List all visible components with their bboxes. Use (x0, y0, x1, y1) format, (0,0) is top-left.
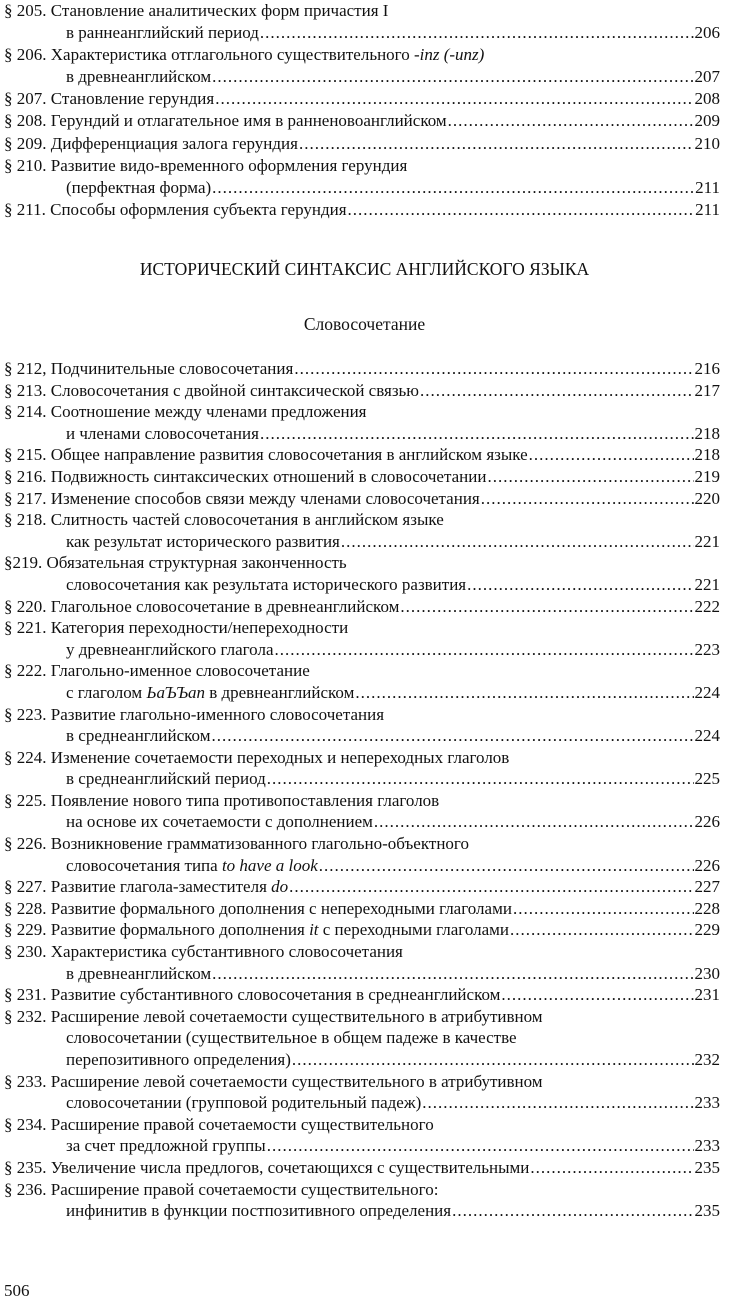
title-text: в раннеанглийский период (66, 23, 259, 43)
section-heading: ИСТОРИЧЕСКИЙ СИНТАКСИС АНГЛИЙСКОГО ЯЗЫКА (139, 259, 590, 279)
title-text: как результат исторического развития (66, 531, 340, 551)
toc-entry[interactable] (4, 488, 720, 510)
title-text: Расширение левой сочетаемости существительного в атрибутивном (50, 1071, 543, 1091)
toc-entry-number: § 230. (4, 942, 51, 962)
toc-entry-number: § 233. (4, 1071, 51, 1091)
toc-line (4, 110, 720, 132)
toc-entry-number: § 217. (4, 488, 51, 508)
toc-entry-number: § 222. (4, 661, 51, 681)
toc-entry-number: § 207. (4, 89, 51, 109)
dot-leader (211, 725, 693, 747)
toc-line (4, 444, 720, 466)
title-text: Герундий и отлагательное имя в ранненовоанглийском (50, 111, 447, 131)
toc-entry-number: § 232. (4, 1006, 51, 1026)
toc-line (4, 747, 720, 769)
italic-term: it (309, 920, 319, 940)
dot-leader (530, 1157, 693, 1179)
toc-page-number: 218 (694, 445, 720, 465)
toc-entry-title (4, 88, 214, 110)
toc-entry-title (66, 963, 211, 985)
toc-entry[interactable] (4, 1179, 720, 1222)
toc-page-number: 211 (695, 199, 720, 219)
toc-line (4, 1135, 720, 1157)
title-text: на основе их сочетаемости с дополнением (66, 812, 373, 832)
toc-entry[interactable] (4, 358, 720, 380)
title-text: (перфектная форма) (66, 177, 212, 197)
dot-leader (260, 22, 694, 44)
toc-entry[interactable] (4, 919, 720, 941)
toc-entry[interactable] (4, 833, 720, 876)
dot-leader (355, 682, 693, 704)
title-text: Появление нового типа противопоставления глаголов (50, 790, 440, 810)
toc-entry-number: § 214. (4, 402, 51, 422)
toc-entry[interactable] (4, 660, 720, 703)
title-text: и членами словосочетания (66, 423, 259, 443)
title-text: Подвижность синтаксических отношений в словосочетании (50, 466, 487, 486)
title-text: Расширение левой сочетаемости существительного в атрибутивном (50, 1006, 543, 1026)
toc-entry-number: § 205. (4, 1, 51, 20)
dot-leader (215, 88, 693, 110)
title-text: Расширение правой сочетаемости существительного (50, 1114, 434, 1134)
toc-entry-title (66, 1200, 451, 1222)
toc-entry-title (4, 919, 509, 941)
title-text: Соотношение между членами предложения (50, 402, 367, 422)
toc-entry[interactable] (4, 444, 720, 466)
title-text: Становление герундия (50, 89, 215, 109)
toc-entry-title (4, 1179, 438, 1201)
toc-page-number: 224 (694, 682, 720, 702)
toc-entry-title (4, 44, 484, 66)
toc-entry-number: § 211. (4, 199, 51, 219)
title-text: Слитность частей словосочетания в английском языке (50, 510, 444, 530)
toc-line (4, 66, 720, 88)
toc-entry-title (4, 358, 293, 380)
toc-entry-number: § 218. (4, 510, 51, 530)
toc-page-number: 230 (694, 963, 720, 983)
toc-page-number: 209 (694, 111, 720, 131)
toc-entry[interactable] (4, 941, 720, 984)
toc-page-number: 206 (694, 23, 720, 43)
toc-line (4, 466, 720, 488)
toc-entry[interactable] (4, 552, 720, 595)
toc-page-number: 228 (694, 898, 720, 918)
dot-leader (319, 855, 694, 877)
toc-entry[interactable] (4, 876, 720, 898)
dot-leader (292, 1049, 694, 1071)
toc-entry-title (4, 155, 407, 177)
toc-entry-number: § 213. (4, 380, 51, 400)
toc-page-number: 211 (695, 177, 720, 197)
title-text: Дифференциация залога герундия (50, 133, 298, 153)
toc-entry[interactable] (4, 509, 720, 552)
toc-entry-title (4, 833, 469, 855)
toc-line (4, 509, 720, 531)
title-text: Развитие видо-временного оформления герундия (50, 155, 408, 175)
toc-entry[interactable] (4, 380, 720, 402)
toc-entry-title (66, 639, 274, 661)
toc-line (4, 401, 720, 423)
toc-entry-number: § 235. (4, 1157, 51, 1177)
dot-leader (467, 574, 693, 596)
toc-entry-title (4, 1071, 543, 1093)
toc-line (4, 1092, 720, 1114)
toc-entry-title (4, 509, 444, 531)
toc-entry-title (66, 1049, 291, 1071)
toc-entry-title (66, 855, 318, 877)
toc-line (4, 833, 720, 855)
italic-term: ЬаЪЪап (146, 682, 205, 702)
title-text: Способы оформления субъекта герундия (50, 199, 347, 219)
toc-line (4, 1027, 720, 1049)
toc-entry-title (66, 1135, 266, 1157)
title-text: у древнеанглийского глагола (66, 639, 274, 659)
toc-entry[interactable] (4, 1071, 720, 1114)
toc-line (4, 1006, 720, 1028)
toc-page-number: 207 (694, 67, 720, 87)
toc-line (4, 22, 720, 44)
toc-page-number: 232 (694, 1050, 720, 1069)
toc-entry[interactable] (4, 466, 720, 488)
toc-entry-number: § 208. (4, 111, 51, 131)
title-text: Характеристика субстантивного словосочетания (50, 942, 403, 962)
toc-page-number: 210 (694, 133, 720, 153)
dot-leader (400, 596, 693, 618)
toc-page-number: 219 (694, 466, 720, 486)
toc-entry-number: § 215. (4, 445, 51, 465)
italic-term: to have a look (221, 855, 318, 875)
toc-page-number: 226 (694, 855, 720, 875)
toc-part-2 (4, 358, 720, 1222)
toc-entry[interactable] (4, 0, 720, 44)
toc-entry-number: § 228. (4, 898, 51, 918)
toc-entry[interactable] (4, 898, 720, 920)
title-text: Становление аналитических форм причастия I (50, 1, 389, 20)
title-text: Общее направление развития словосочетания в английском языке (50, 445, 528, 465)
toc-line (4, 596, 720, 618)
title-text: словосочетания как результата исторического развития (66, 574, 467, 594)
toc-entry-number: § 206. (4, 45, 51, 65)
toc-page-number: 208 (694, 89, 720, 109)
toc-line (4, 855, 720, 877)
dot-leader (341, 531, 694, 553)
toc-entry-title (4, 1114, 434, 1136)
toc-page-number: 233 (694, 1093, 720, 1113)
title-text: словосочетании (существительное в общем падеже в качестве (66, 1028, 517, 1048)
toc-entry-title (66, 682, 354, 704)
toc-page-number: 227 (694, 877, 720, 897)
title-text: словосочетания типа (66, 855, 222, 875)
title-text: с глаголом (66, 682, 147, 702)
toc-line (4, 704, 720, 726)
toc-entry-title (4, 898, 512, 920)
italic-term: -inz (-unz) (413, 45, 485, 65)
toc-entry[interactable] (4, 401, 720, 444)
toc-entry-title (4, 876, 288, 898)
toc-entry-title (4, 747, 509, 769)
toc-entry-number: § 234. (4, 1114, 51, 1134)
toc-entry-number: § 227. (4, 877, 51, 897)
toc-entry-title (4, 704, 384, 726)
dot-leader (481, 488, 694, 510)
toc-line (4, 1071, 720, 1093)
toc-entry-title (4, 617, 348, 639)
toc-line (4, 898, 720, 920)
title-text: в древнеанглийском (204, 682, 355, 702)
toc-entry[interactable] (4, 704, 720, 747)
page-number: 506 (4, 1281, 30, 1300)
dot-leader (501, 984, 693, 1006)
dot-leader (275, 639, 694, 661)
title-text: Глагольно-именное словосочетание (50, 661, 310, 681)
dot-leader (299, 133, 694, 155)
italic-term: do (271, 877, 289, 897)
dot-leader (260, 423, 694, 445)
toc-entry-number: § 225. (4, 790, 51, 810)
toc-line (4, 199, 720, 221)
toc-line (4, 88, 720, 110)
toc-line (4, 919, 720, 941)
toc-entry-number: § 226. (4, 834, 51, 854)
dot-leader (374, 811, 694, 833)
toc-part-1 (4, 0, 720, 221)
toc-entry-title (66, 531, 340, 553)
toc-line (4, 1049, 720, 1071)
toc-entry-title (66, 1027, 517, 1049)
title-text: Обязательная структурная законченность (46, 553, 347, 573)
title-text: в древнеанглийском (66, 67, 212, 87)
toc-line (4, 531, 720, 553)
dot-leader (294, 358, 693, 380)
toc-page-number: 220 (694, 488, 720, 508)
toc-entry-number: § 236. (4, 1179, 51, 1199)
toc-entry[interactable] (4, 88, 720, 110)
toc-page-number: 221 (694, 574, 720, 594)
toc-line (4, 177, 720, 199)
toc-entry-title (4, 941, 403, 963)
toc-line (4, 1179, 720, 1201)
toc-entry[interactable] (4, 790, 720, 833)
toc-entry-title (4, 466, 486, 488)
toc-entry-title (66, 811, 373, 833)
dot-leader (487, 466, 693, 488)
toc-entry-title (66, 423, 259, 445)
title-text: Возникновение грамматизованного глагольно-объектного (50, 834, 469, 854)
title-text: Подчинительные словосочетания (50, 359, 294, 378)
toc-line (4, 617, 720, 639)
toc-entry-title (4, 552, 347, 574)
title-text: Расширение правой сочетаемости существительного: (50, 1179, 439, 1199)
dot-leader (422, 1092, 693, 1114)
toc-line (4, 380, 720, 402)
dot-leader (348, 199, 695, 221)
toc-entry-number: § 209. (4, 133, 51, 153)
toc-line (4, 1200, 720, 1222)
toc-entry-number: § 231. (4, 985, 51, 1005)
title-text: Развитие глагола-заместителя (50, 877, 272, 897)
toc-line (4, 682, 720, 704)
toc-line (4, 423, 720, 445)
toc-entry-number: § 221. (4, 618, 51, 638)
toc-entry-title (4, 488, 480, 510)
toc-line (4, 1157, 720, 1179)
toc-entry[interactable] (4, 155, 720, 199)
toc-page-number: 226 (694, 812, 720, 832)
toc-entry[interactable] (4, 133, 720, 155)
toc-entry-title (4, 1006, 543, 1028)
toc-line (4, 488, 720, 510)
toc-entry-title (4, 790, 439, 812)
dot-leader (212, 963, 693, 985)
toc-entry-number: §219. (4, 553, 47, 573)
title-text: Развитие субстантивного словосочетания в среднеанглийском (50, 985, 501, 1005)
toc-entry-title (4, 660, 310, 682)
toc-entry-title (4, 0, 388, 22)
toc-page-number: 225 (694, 769, 720, 789)
title-text: инфинитив в функции постпозитивного определения (66, 1201, 452, 1221)
dot-leader (529, 444, 694, 466)
dot-leader (452, 1200, 693, 1222)
title-text: в среднеанглийском (66, 726, 211, 746)
toc-entry[interactable] (4, 747, 720, 790)
toc-entry-title (4, 1157, 529, 1179)
toc-entry-title (66, 1092, 421, 1114)
toc-entry-number: § 220. (4, 596, 51, 616)
toc-line (4, 811, 720, 833)
toc-line (4, 963, 720, 985)
toc-line (4, 44, 720, 66)
toc-line (4, 768, 720, 790)
toc-entry-title (4, 401, 367, 423)
dot-leader (420, 380, 694, 402)
toc-page-number: 218 (694, 423, 720, 443)
toc-entry[interactable] (4, 199, 720, 221)
toc-line (4, 552, 720, 574)
toc-entry-title (4, 199, 347, 221)
toc-line (4, 984, 720, 1006)
toc-page-number: 235 (694, 1157, 720, 1177)
toc-entry-title (66, 768, 266, 790)
dot-leader (513, 898, 694, 920)
title-text: в древнеанглийском (66, 963, 212, 983)
title-text: Развитие формального дополнения с непереходными глаголами (50, 898, 512, 918)
toc-page-number: 224 (694, 726, 720, 746)
toc-entry-title (66, 725, 210, 747)
toc-entry-title (66, 177, 211, 199)
toc-entry-title (4, 596, 399, 618)
toc-entry-number: § 223. (4, 704, 51, 724)
toc-entry[interactable] (4, 110, 720, 132)
subsection-heading: Словосочетание (303, 314, 426, 334)
toc-line (4, 358, 720, 380)
dot-leader (212, 177, 694, 199)
title-text: в среднеанглийский период (66, 769, 266, 789)
toc-entry-title (4, 110, 447, 132)
toc-entry[interactable] (4, 1114, 720, 1157)
toc-page-number: 229 (694, 920, 720, 940)
title-text: Развитие формального дополнения (50, 920, 310, 940)
toc-line (4, 133, 720, 155)
toc-line (4, 876, 720, 898)
title-text: с переходными глаголами (318, 920, 510, 940)
toc-page-number: 223 (694, 639, 720, 659)
toc-line (4, 660, 720, 682)
toc-line (4, 639, 720, 661)
toc-entry-title (4, 444, 528, 466)
toc-entry-number: § 229. (4, 920, 51, 940)
toc-line (4, 1114, 720, 1136)
title-text: Изменение способов связи между членами словосочетания (50, 488, 480, 508)
toc-line (4, 725, 720, 747)
toc-entry-number: § 212, (4, 359, 51, 378)
dot-leader (267, 768, 694, 790)
title-text: Глагольное словосочетание в древнеанглийском (50, 596, 400, 616)
toc-line (4, 574, 720, 596)
toc-entry-number: § 224. (4, 747, 51, 767)
toc-page-number: 231 (694, 985, 720, 1005)
toc-entry-title (66, 22, 259, 44)
toc-line (4, 790, 720, 812)
toc-entry-title (4, 133, 298, 155)
dot-leader (289, 876, 693, 898)
toc-page-number: 233 (694, 1136, 720, 1156)
title-text: Категория переходности/непереходности (50, 618, 349, 638)
title-text: словосочетании (групповой родительный падеж) (66, 1093, 422, 1113)
title-text: за счет предложной группы (66, 1136, 266, 1156)
toc-line (4, 941, 720, 963)
title-text: перепозитивного определения) (66, 1050, 291, 1069)
title-text: Изменение сочетаемости переходных и непереходных глаголов (50, 747, 510, 767)
title-text: Увеличение числа предлогов, сочетающихся с существительными (50, 1157, 530, 1177)
toc-entry[interactable] (4, 1157, 720, 1179)
title-text: Характеристика отглагольного существительного (50, 45, 414, 65)
title-text: Развитие глагольно-именного словосочетания (50, 704, 385, 724)
toc-entry-title (66, 574, 466, 596)
toc-page-number: 217 (694, 380, 720, 400)
toc-entry-title (4, 984, 500, 1006)
title-text: Словосочетания с двойной синтаксической связью (50, 380, 419, 400)
toc-page-number: 216 (694, 359, 720, 378)
toc-entry-number: § 210. (4, 155, 51, 175)
toc-page-number: 222 (694, 596, 720, 616)
toc-entry[interactable] (4, 617, 720, 660)
toc-entry[interactable] (4, 44, 720, 88)
toc-entry[interactable] (4, 596, 720, 618)
toc-entry[interactable] (4, 1006, 720, 1071)
toc-page-number: 235 (694, 1201, 720, 1221)
dot-leader (267, 1135, 694, 1157)
dot-leader (510, 919, 693, 941)
toc-entry-title (66, 66, 211, 88)
toc-line (4, 0, 720, 22)
toc-entry-title (4, 380, 419, 402)
toc-entry[interactable] (4, 984, 720, 1006)
dot-leader (212, 66, 693, 88)
toc-line (4, 155, 720, 177)
toc-page-number: 221 (694, 531, 720, 551)
dot-leader (448, 110, 694, 132)
toc-entry-number: § 216. (4, 466, 51, 486)
